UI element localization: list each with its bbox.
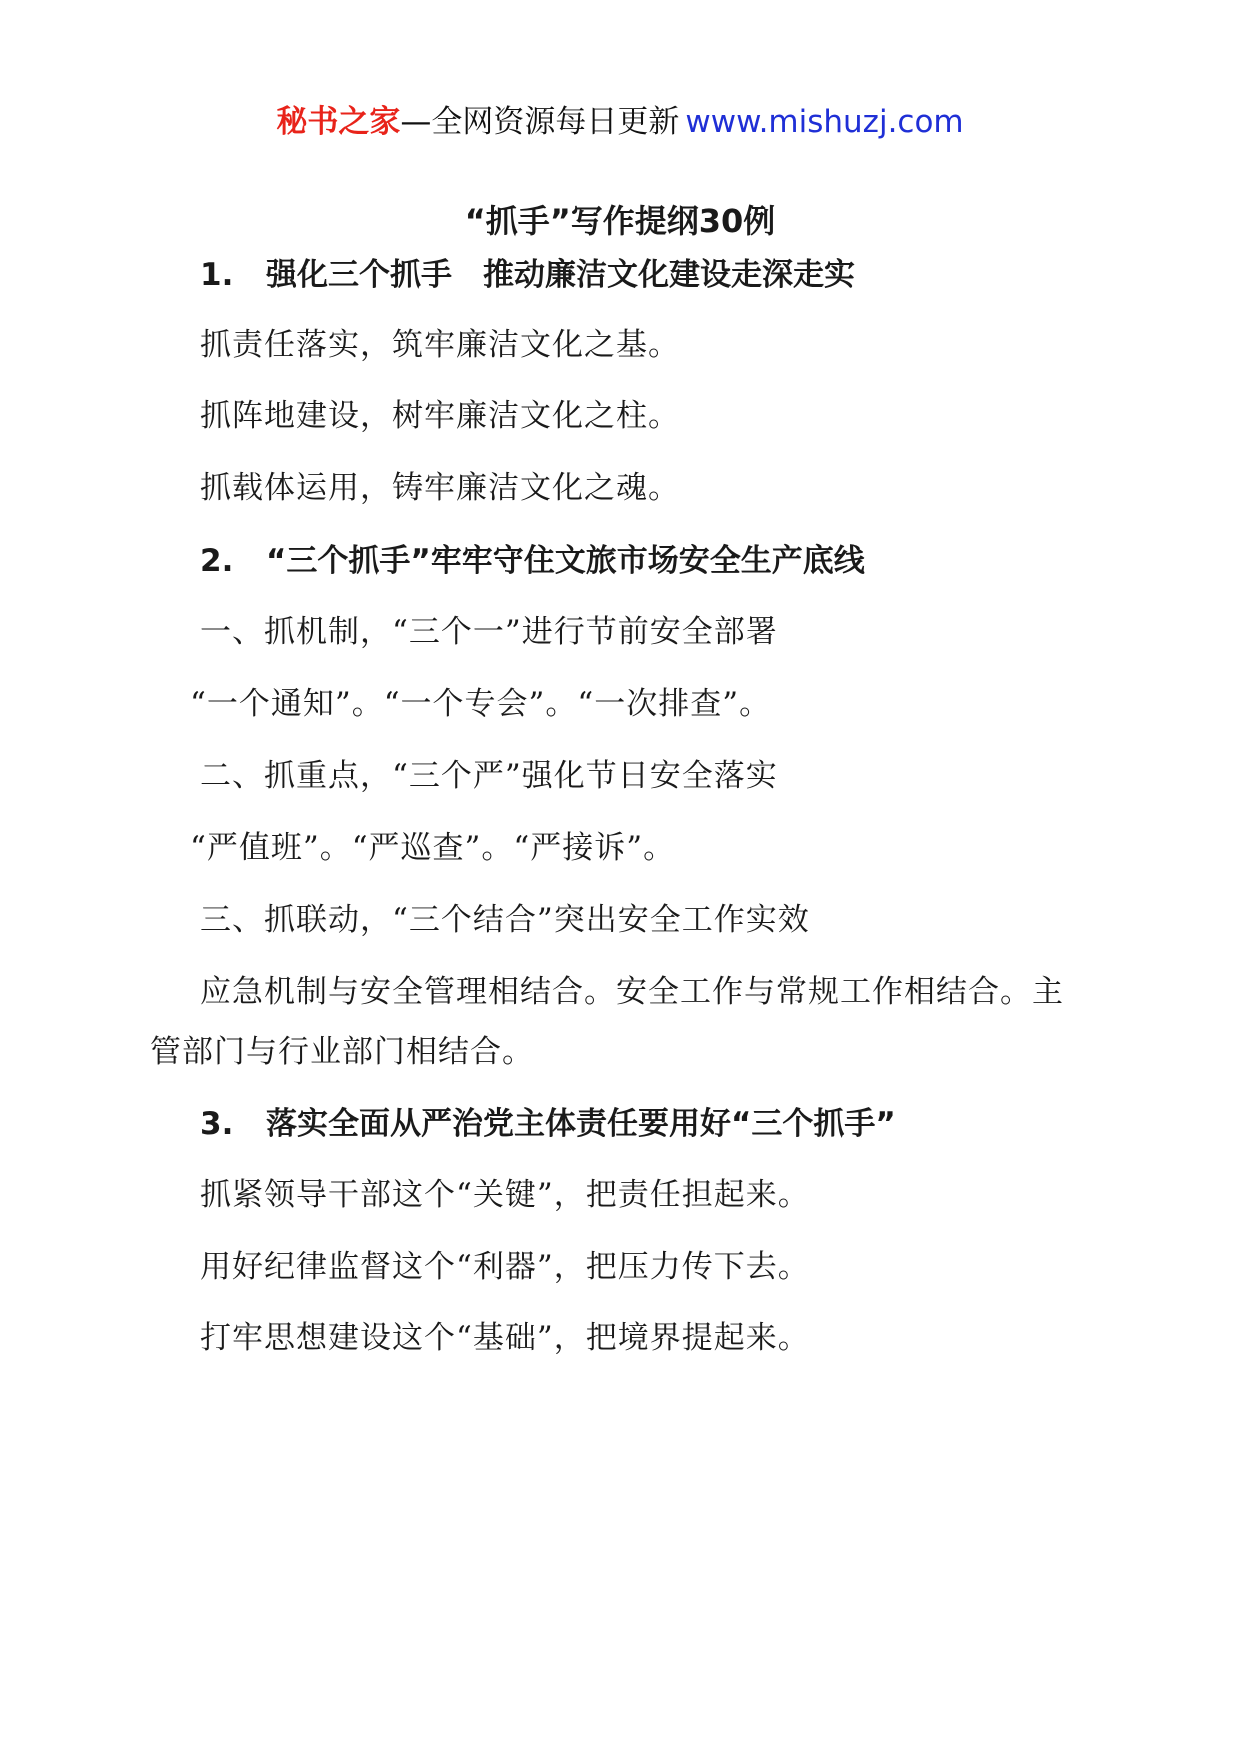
document-title: “抓手”写作提纲30例	[464, 202, 776, 240]
site-slogan: —全网资源每日更新	[400, 104, 680, 140]
body-line: “一个通知”。“一个专会”。“一次排查”。	[190, 686, 772, 722]
section-heading-2	[200, 538, 865, 584]
body-line: 抓紧领导干部这个“关键”，把责任担起来。	[200, 1177, 810, 1213]
section-heading-1	[200, 252, 855, 298]
section-heading-text: 强化三个抓手 推动廉洁文化建设走深走实	[266, 257, 855, 293]
body-line: 打牢思想建设这个“基础”，把境界提起来。	[200, 1320, 810, 1356]
body-line: 抓载体运用，铸牢廉洁文化之魂。	[200, 470, 680, 506]
body-line: “严值班”。“严巡查”。“严接诉”。	[190, 830, 676, 866]
body-line: 抓阵地建设，树牢廉洁文化之柱。	[200, 398, 680, 434]
section-heading-text: “三个抓手”牢牢守住文旅市场安全生产底线	[266, 543, 865, 579]
section-heading-3	[200, 1101, 896, 1147]
section-number: 1.	[200, 257, 234, 293]
body-paragraph: 应急机制与安全管理相结合。安全工作与常规工作相结合。主管部门与行业部门相结合。	[150, 974, 1064, 1070]
site-header	[0, 100, 1240, 144]
site-url-link[interactable]: www.mishuzj.com	[685, 104, 964, 140]
body-line: 二、抓重点，“三个严”强化节日安全落实	[200, 758, 778, 794]
section-number: 2.	[200, 543, 234, 579]
section-heading-text: 落实全面从严治党主体责任要用好“三个抓手”	[266, 1106, 896, 1142]
body-line: 三、抓联动，“三个结合”突出安全工作实效	[200, 902, 810, 938]
body-line: 一、抓机制，“三个一”进行节前安全部署	[200, 614, 778, 650]
body-line: 用好纪律监督这个“利器”，把压力传下去。	[200, 1249, 810, 1285]
body-line: 抓责任落实，筑牢廉洁文化之基。	[200, 327, 680, 363]
brand-name: 秘书之家	[276, 104, 401, 140]
section-number: 3.	[200, 1106, 234, 1142]
